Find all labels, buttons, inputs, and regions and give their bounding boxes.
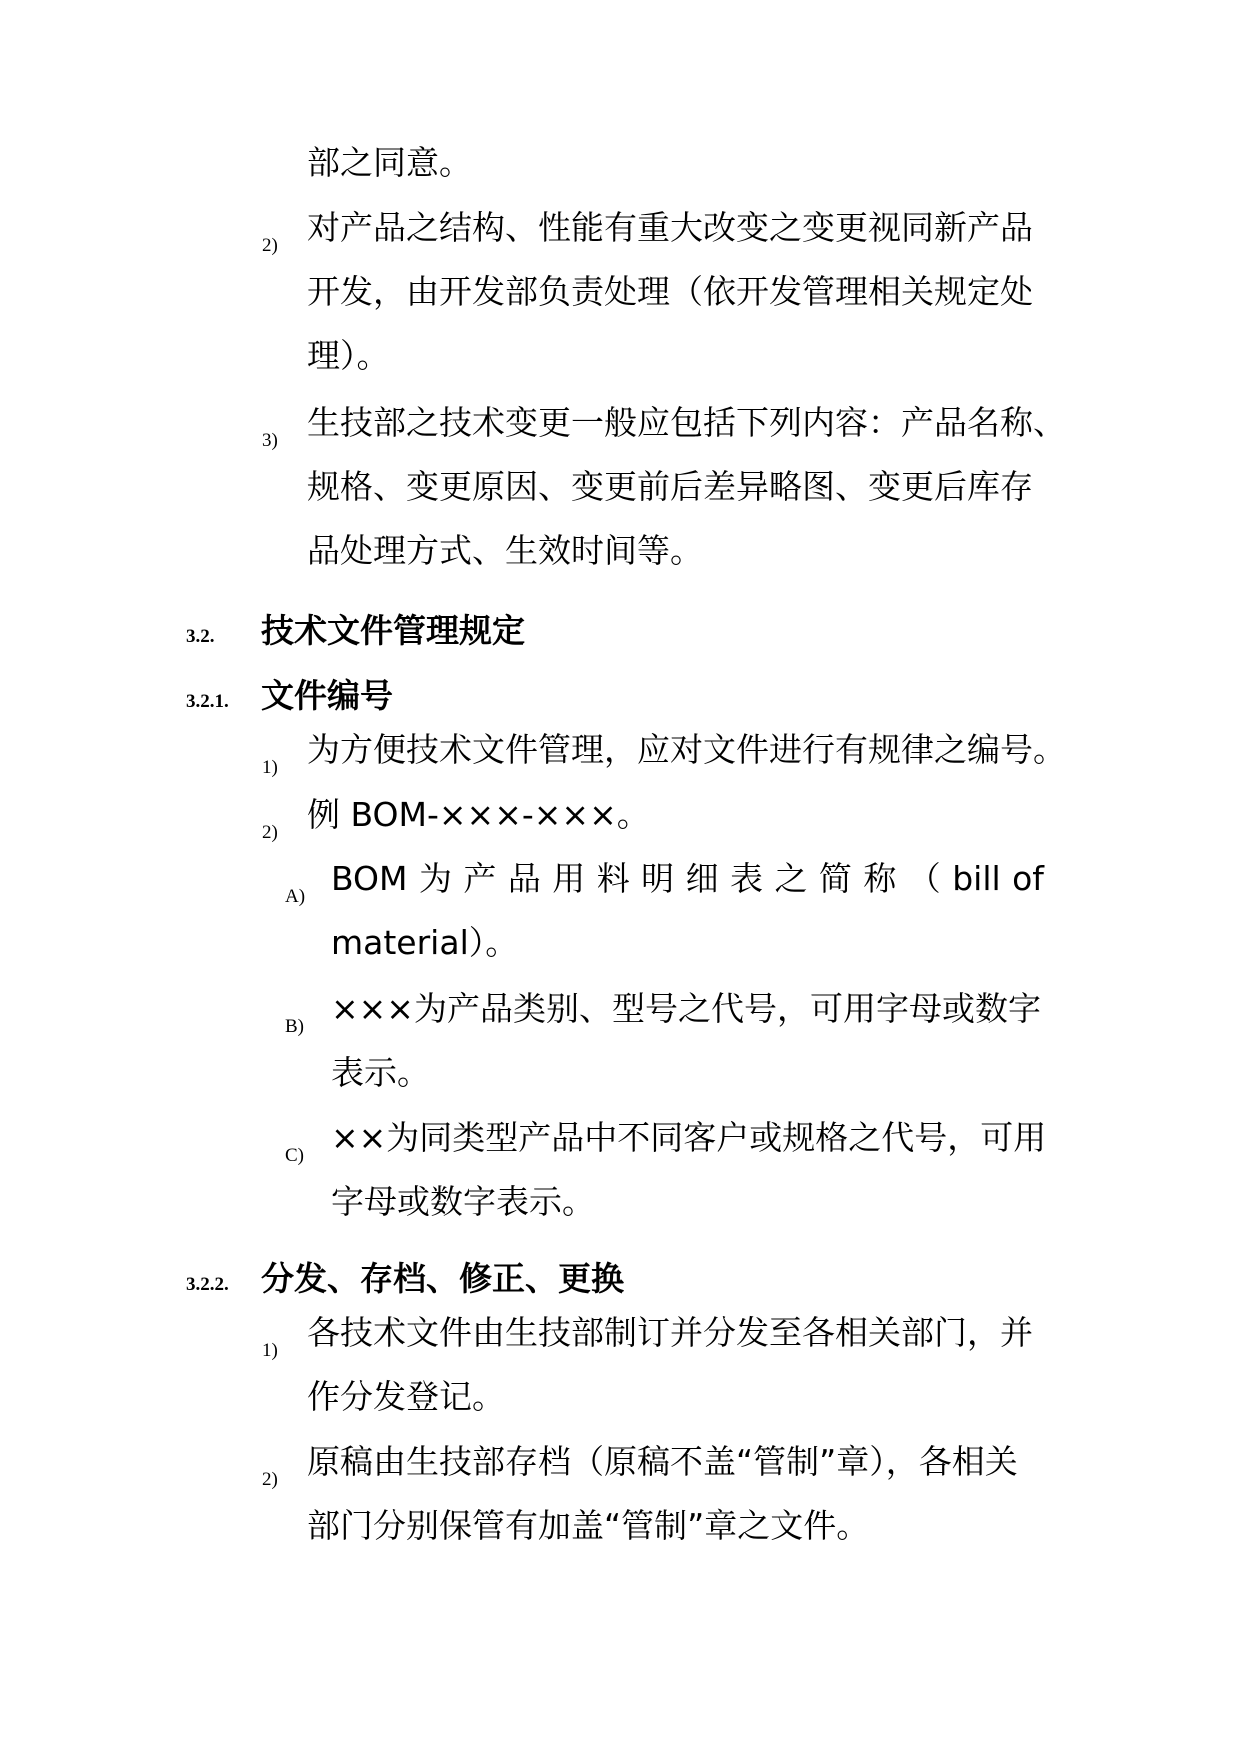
list-letter: C) <box>285 1145 304 1166</box>
list-number: 2) <box>262 235 278 256</box>
paragraph-line: 理）。 <box>307 336 390 375</box>
paragraph-line: 为方便技术文件管理，应对文件进行有规律之编号。 <box>307 730 1066 769</box>
paragraph-line: ××为同类型产品中不同客户或规格之代号，可用 <box>331 1118 1047 1157</box>
word: 明 <box>641 859 675 898</box>
word: of <box>1012 859 1044 898</box>
paragraph-line: 表示。 <box>331 1053 430 1092</box>
paragraph-line: 作分发登记。 <box>307 1377 505 1416</box>
section-number: 3.2.1. <box>186 691 229 712</box>
paragraph-line: 例 BOM-×××-×××。 <box>307 795 650 834</box>
word: 为 <box>418 859 452 898</box>
list-number: 1) <box>262 1340 278 1361</box>
paragraph-line: 部门分别保管有加盖“管制”章之文件。 <box>307 1506 870 1545</box>
justified-line <box>331 859 1044 899</box>
word: 表 <box>730 859 764 898</box>
word: BOM <box>331 859 408 898</box>
word: 产 <box>463 859 497 898</box>
list-number: 2) <box>262 1469 278 1490</box>
paragraph-line: 开发，由开发部负责处理（依开发管理相关规定处 <box>307 272 1033 311</box>
paragraph-line: 原稿由生技部存档（原稿不盖“管制”章），各相关 <box>307 1442 1018 1481</box>
section-number: 3.2.2. <box>186 1274 229 1295</box>
word: 称 <box>863 859 897 898</box>
paragraph-line: 规格、变更原因、变更前后差异略图、变更后库存 <box>307 467 1033 506</box>
paragraph-line: 部之同意。 <box>307 143 472 182</box>
list-number: 1) <box>262 757 278 778</box>
paragraph-line: ×××为产品类别、型号之代号，可用字母或数字 <box>331 989 1041 1028</box>
word: 之 <box>774 859 808 898</box>
word: 细 <box>685 859 719 898</box>
paragraph-line: 各技术文件由生技部制订并分发至各相关部门，并 <box>307 1313 1033 1352</box>
word: 料 <box>596 859 630 898</box>
word: 品 <box>507 859 541 898</box>
list-letter: A) <box>285 886 306 907</box>
word: bill <box>952 859 1001 898</box>
section-number: 3.2. <box>186 626 215 647</box>
paragraph-line: 品处理方式、生效时间等。 <box>307 531 703 570</box>
paragraph-line: 生技部之技术变更一般应包括下列内容：产品名称、 <box>307 403 1066 442</box>
list-number: 3) <box>262 430 278 451</box>
paragraph-line: material）。 <box>331 923 519 962</box>
list-letter: B) <box>285 1016 304 1037</box>
word: （ <box>907 859 941 898</box>
section-heading: 文件编号 <box>261 676 393 715</box>
list-number: 2) <box>262 822 278 843</box>
section-heading: 技术文件管理规定 <box>261 611 525 650</box>
word: 用 <box>552 859 586 898</box>
section-heading: 分发、存档、修正、更换 <box>261 1259 624 1298</box>
paragraph-line: 字母或数字表示。 <box>331 1182 595 1221</box>
paragraph-line: 对产品之结构、性能有重大改变之变更视同新产品 <box>307 208 1033 247</box>
word: 简 <box>818 859 852 898</box>
